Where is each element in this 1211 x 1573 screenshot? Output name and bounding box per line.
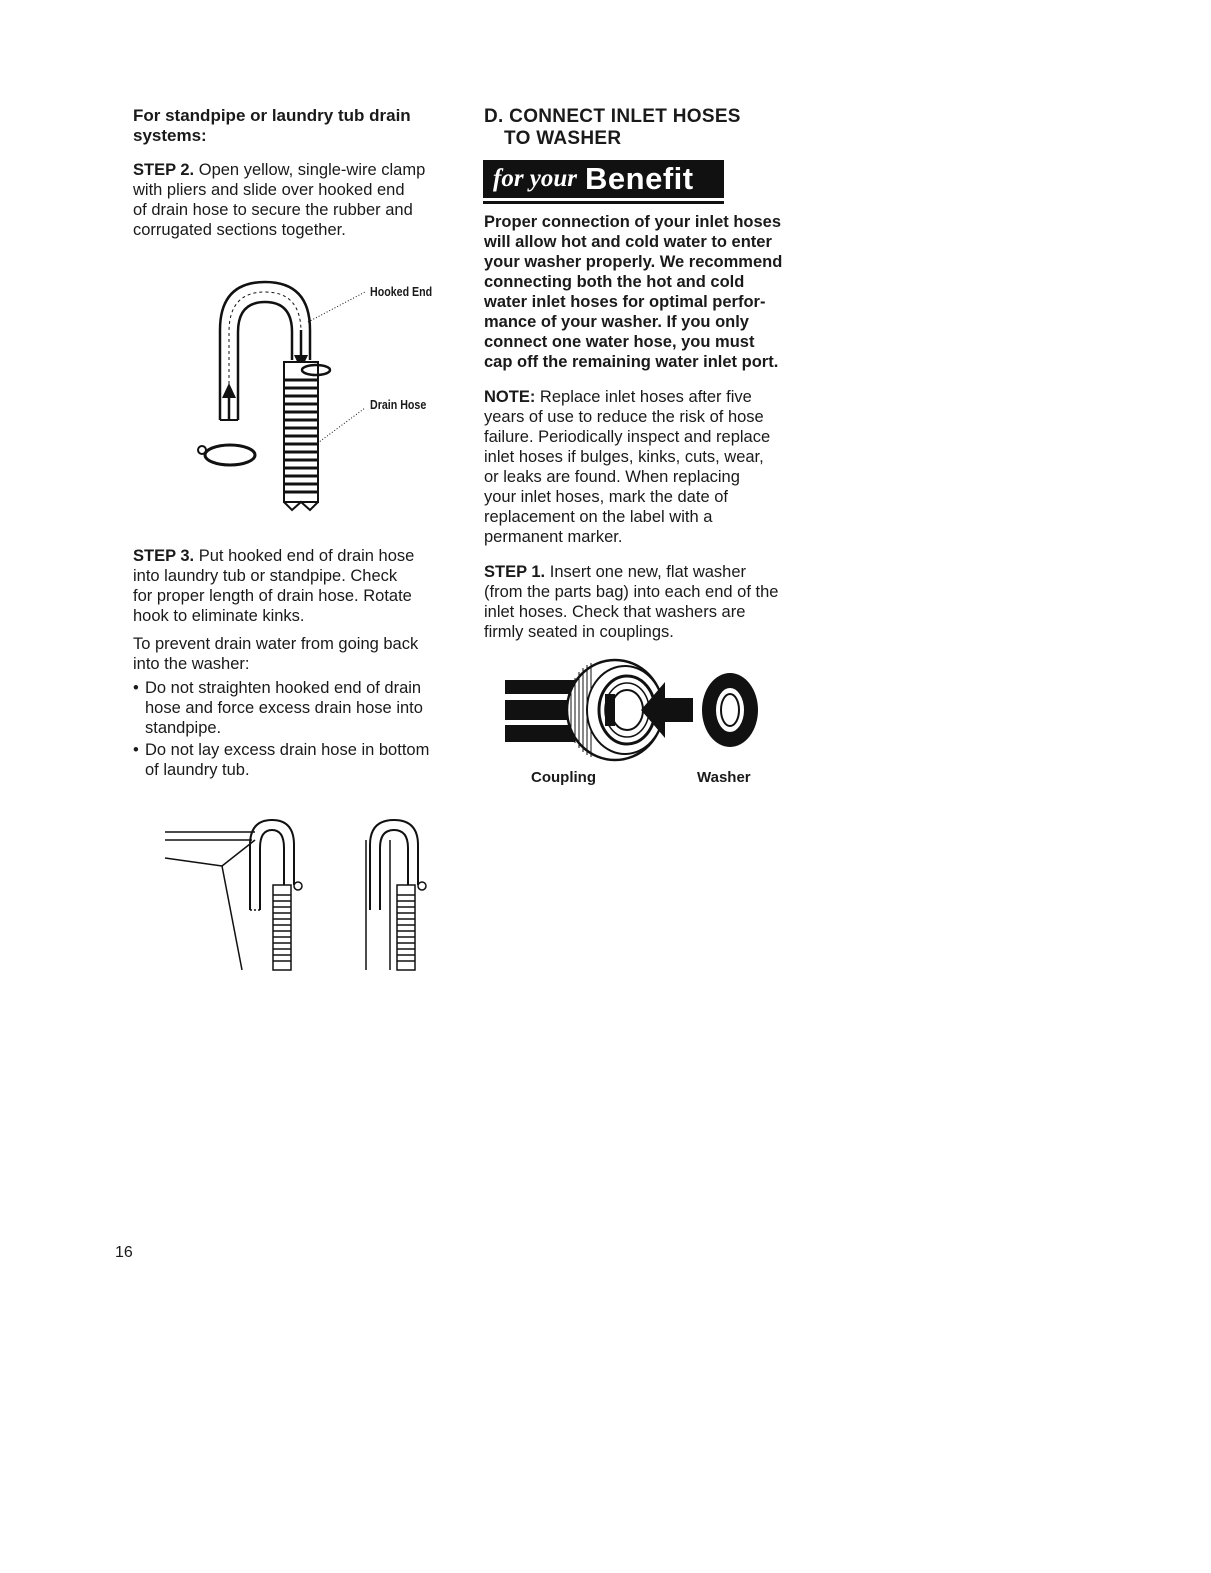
banner-underline [483,201,724,204]
drain-hose-label: Drain Hose [370,397,427,412]
banner-for-your: for your [493,165,578,192]
step3-paragraph: STEP 3. Put hooked end of drain hose into laundry tub or standpipe. Check for proper length of drain hose. Rotate hook to eliminate kinks. [133,547,415,625]
right-column [484,106,824,150]
bullet-item-no-excess: • Do not lay excess drain hose in bottom of laundry tub. [133,741,430,779]
step2-label: STEP 2. [133,161,195,179]
washer-caption: Washer [697,769,751,786]
hooked-drain-hose-illustration [180,270,380,520]
coupling-washer-illustration [505,658,775,763]
step1-paragraph: STEP 1. Insert one new, flat washer (from the parts bag) into each end of the inlet hoses. Check that washers are firmly seated in couplings. [484,563,779,641]
right-column-body [484,212,824,642]
for-your-benefit-banner [483,160,724,198]
drain-systems-heading: For standpipe or laundry tub drain systems: [133,106,411,145]
step2-paragraph: STEP 2. Open yellow, single-wire clamp with pliers and slide over hooked end of drain hose to secure the rubber and corrugated sections together. [133,161,426,239]
step3-label: STEP 3. [133,547,195,565]
bullet-marker: • [133,741,139,759]
note-paragraph: NOTE: Replace inlet hoses after five years of use to reduce the risk of hose failure. Periodically inspect and replace inlet hoses if bulges, kinks, cuts, wear, or leaks are found. When replacing your inlet hoses, mark the date of replacement on the label with a permanent marker. [484,388,771,546]
coupling-caption: Coupling [531,769,596,786]
page-number: 16 [115,1244,133,1261]
banner-benefit: Benefit [585,161,694,196]
prevent-backflow-text: To prevent drain water from going back into the washer: [133,635,419,673]
benefit-paragraph: Proper connection of your inlet hoses will allow hot and cold water to enter your washer properly. We recommend connecting both the hot and cold water inlet hoses for optimal perfor- mance of your washer. If you only connect one water hose, you must cap off the remaining water inlet port. [484,213,783,371]
left-column [133,106,463,240]
hooked-end-label: Hooked End [370,284,433,299]
bullet-marker: • [133,679,139,697]
note-label: NOTE: [484,388,536,406]
bullet-item-no-straighten: • Do not straighten hooked end of drain hose and force excess drain hose into standpipe. [133,679,423,737]
left-column-lower [133,546,468,780]
step1-label: STEP 1. [484,563,546,581]
tub-and-standpipe-illustration [160,810,450,975]
section-title: D. CONNECT INLET HOSES TO WASHER [484,106,741,149]
